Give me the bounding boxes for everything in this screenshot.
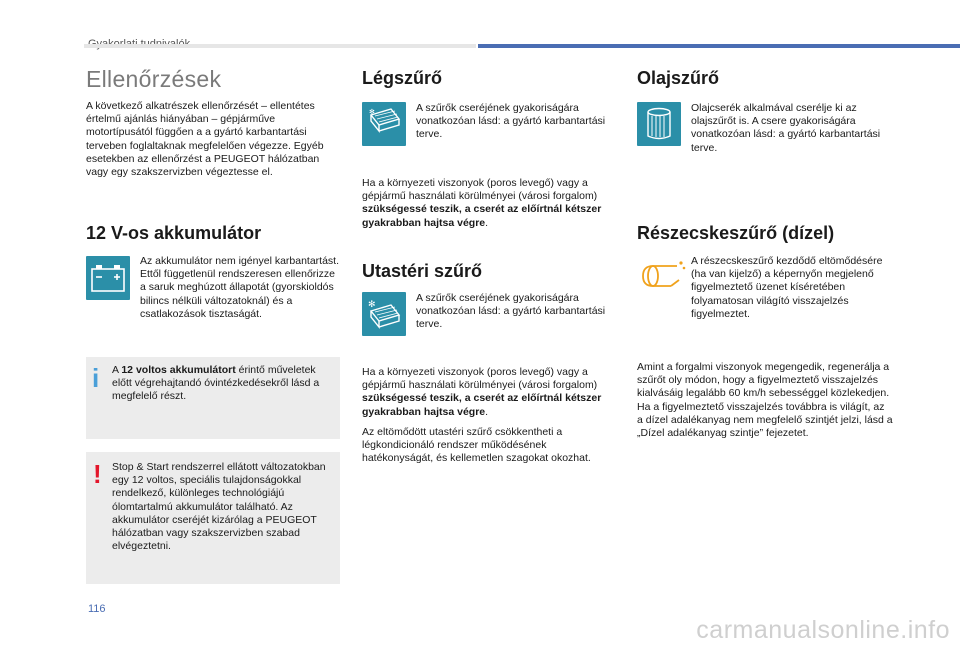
cabin-filter-env-text: Ha a környezeti viszonyok (poros levegő) vagy a gépjármű használati körülményei (városi forgalom) szükségessé teszik, a cserét az előírtnál kétszer gyakrabban hajtsa végre. xyxy=(362,366,602,418)
air-filter-icon xyxy=(362,102,406,146)
air-filter-heading: Légszűrő xyxy=(362,68,443,88)
battery-text: Az akkumulátor nem igényel karbantartást. Ettől függetlenül rendszeresen ellenőrizze a saruk meghúzott állapotát (gyorskioldós bilincs nélküli változatoknál) és a csatlakozások tisztaságát. xyxy=(140,255,340,320)
air-filter-env-text: Ha a környezeti viszonyok (poros levegő) vagy a gépjármű használati körülményei (városi forgalom) szükségessé teszik, a cserét az előírtnál kétszer gyakrabban hajtsa végre. xyxy=(362,177,602,229)
warning-note-text: Stop & Start rendszerrel ellátott változatokban egy 12 voltos, speciális tulajdonságokkal rendelkező, különleges technológiájú ólomtartalmú akkumulátor található. Az akkumulátor cseréjét kizárólag a PEUGEOT hálózatban vagy szakszervizben szabad elvégeztetni. xyxy=(112,461,326,553)
cabin-filter-extra-text: Az eltömődött utastéri szűrő csökkentheti a légkondicionáló rendszer működésének hatékonyságát, és kellemetlen szagokat okozhat. xyxy=(362,426,591,465)
particle-filter-heading: Részecskeszűrő (dízel) xyxy=(637,223,835,243)
page-title: Ellenőrzések xyxy=(86,66,222,92)
particle-filter-extra-text: Amint a forgalmi viszonyok megengedik, regenerálja a szűrőt oly módon, hogy a figyelmeztető visszajelzés kialvásáig legalább 60 km/h sebességgel közlekedjen. Ha a figyelmeztető visszajelzés továbbra is világít, az a dízel adalékanyag nem megfelelő szintjét jelzi, lásd a „Dízel adalékanyag szintje” fejezetet. xyxy=(637,361,893,440)
info-note xyxy=(86,357,340,439)
cabin-filter-icon xyxy=(362,292,406,336)
svg-text:✻: ✻ xyxy=(369,108,375,116)
dpf-warning-icon xyxy=(637,254,687,298)
intro-paragraph: A következő alkatrészek ellenőrzését – ellentétes értelmű ajánlás hiányában – gépjárműve motortípusától függően a a gyártó karbantartási terveben foglaltaknak megfelelően végezze. Egyéb esetekben az ellenőrzést a PEUGEOT hálózatban vagy egy szakszervizben végeztesse el. xyxy=(86,100,324,179)
svg-text:✻: ✻ xyxy=(368,300,376,310)
battery-heading: 12 V-os akkumulátor xyxy=(86,223,262,243)
watermark: carmanualsonline.info xyxy=(696,616,950,644)
particle-filter-text: A részecskeszűrő kezdődő eltömődésére (ha van kijelző) a képernyőn megjelenő figyelmeztető üzenet kíséretében folyamatosan világító visszajelzés figyelmeztet. xyxy=(691,255,883,320)
info-note-text: A 12 voltos akkumulátort érintő műveletek előtt végrehajtandó óvintézkedésekről lásd a megfelelő részt. xyxy=(112,364,320,403)
battery-icon xyxy=(86,256,130,300)
warning-note xyxy=(86,452,340,584)
oil-filter-icon xyxy=(637,102,681,146)
header-accent-bar xyxy=(478,44,960,48)
oil-filter-text: Olajcserék alkalmával cserélje ki az olajszűrőt is. A csere gyakoriságára vonatkozóan lásd: a gyártó karbantartási terve. xyxy=(691,102,881,154)
page-number: 116 xyxy=(88,603,106,615)
warning-icon: ! xyxy=(93,459,102,489)
cabin-filter-heading: Utastéri szűrő xyxy=(362,261,483,281)
header-divider xyxy=(84,44,476,48)
oil-filter-heading: Olajszűrő xyxy=(637,68,720,88)
cabin-filter-text: A szűrők cseréjének gyakoriságára vonatkozóan lásd: a gyártó karbantartási terve. xyxy=(416,292,606,331)
air-filter-text: A szűrők cseréjének gyakoriságára vonatkozóan lásd: a gyártó karbantartási terve. xyxy=(416,102,606,141)
info-icon: i xyxy=(92,363,100,393)
